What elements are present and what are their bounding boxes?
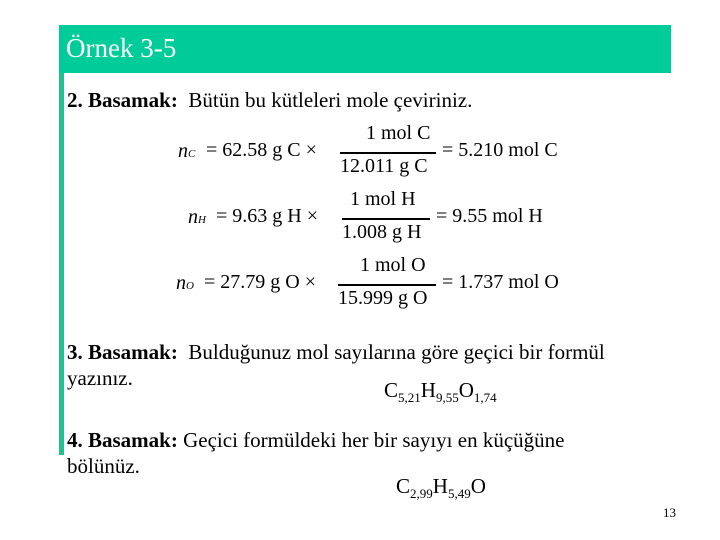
- equation-denominator: 15.999 g O: [338, 287, 428, 309]
- step2-label: 2. Basamak:: [67, 88, 178, 112]
- equation-result: = 9.55 mol H: [436, 205, 543, 227]
- provisional-formula: $C_{5,21}H_{9,55}O_{1,74}$: [384, 378, 497, 406]
- step4-line1: [67, 428, 564, 452]
- equation-lhs: nO: [176, 272, 194, 294]
- equation-result: = 5.210 mol C: [442, 139, 558, 161]
- step3-line2: yazınız.: [67, 366, 133, 390]
- equation-numerator: 1 mol O: [360, 254, 426, 276]
- equation-lhs: nC: [178, 140, 196, 162]
- equation-carbon: [170, 122, 590, 182]
- left-accent-bar: [59, 25, 64, 455]
- equation-mass: = 62.58 g C ×: [206, 139, 317, 161]
- fraction-line: [342, 218, 430, 220]
- slide-title: Örnek 3-5: [66, 33, 177, 63]
- step2-line: [67, 88, 472, 112]
- equation-result: = 1.737 mol O: [442, 271, 559, 293]
- equation-numerator: 1 mol C: [366, 122, 431, 144]
- divided-formula: $C_{2,99}H_{5,49}O$: [396, 474, 486, 502]
- equation-denominator: 1.008 g H: [342, 221, 422, 243]
- fraction-line: [338, 284, 436, 286]
- step3-line1: [67, 340, 605, 364]
- equation-mass: = 27.79 g O ×: [204, 271, 317, 293]
- step2-text: Bütün bu kütleleri mole çeviriniz.: [188, 88, 473, 112]
- equation-denominator: 12.011 g C: [340, 155, 428, 177]
- equation-numerator: 1 mol H: [350, 188, 416, 210]
- page-number: 13: [663, 505, 676, 520]
- equation-mass: = 9.63 g H ×: [216, 205, 319, 227]
- step4-line2: bölünüz.: [67, 454, 140, 478]
- fraction-line: [340, 152, 436, 154]
- step3-text: Bulduğunuz mol sayılarına göre geçici bir formül: [188, 340, 605, 364]
- equation-lhs: nH: [188, 206, 206, 228]
- step3-label: 3. Basamak:: [67, 340, 178, 364]
- step4-text: Geçici formüldeki her bir sayıyı en küçüğüne: [183, 428, 565, 452]
- equation-hydrogen: [170, 188, 590, 248]
- equation-oxygen: [170, 254, 590, 314]
- step4-label: 4. Basamak:: [67, 428, 178, 452]
